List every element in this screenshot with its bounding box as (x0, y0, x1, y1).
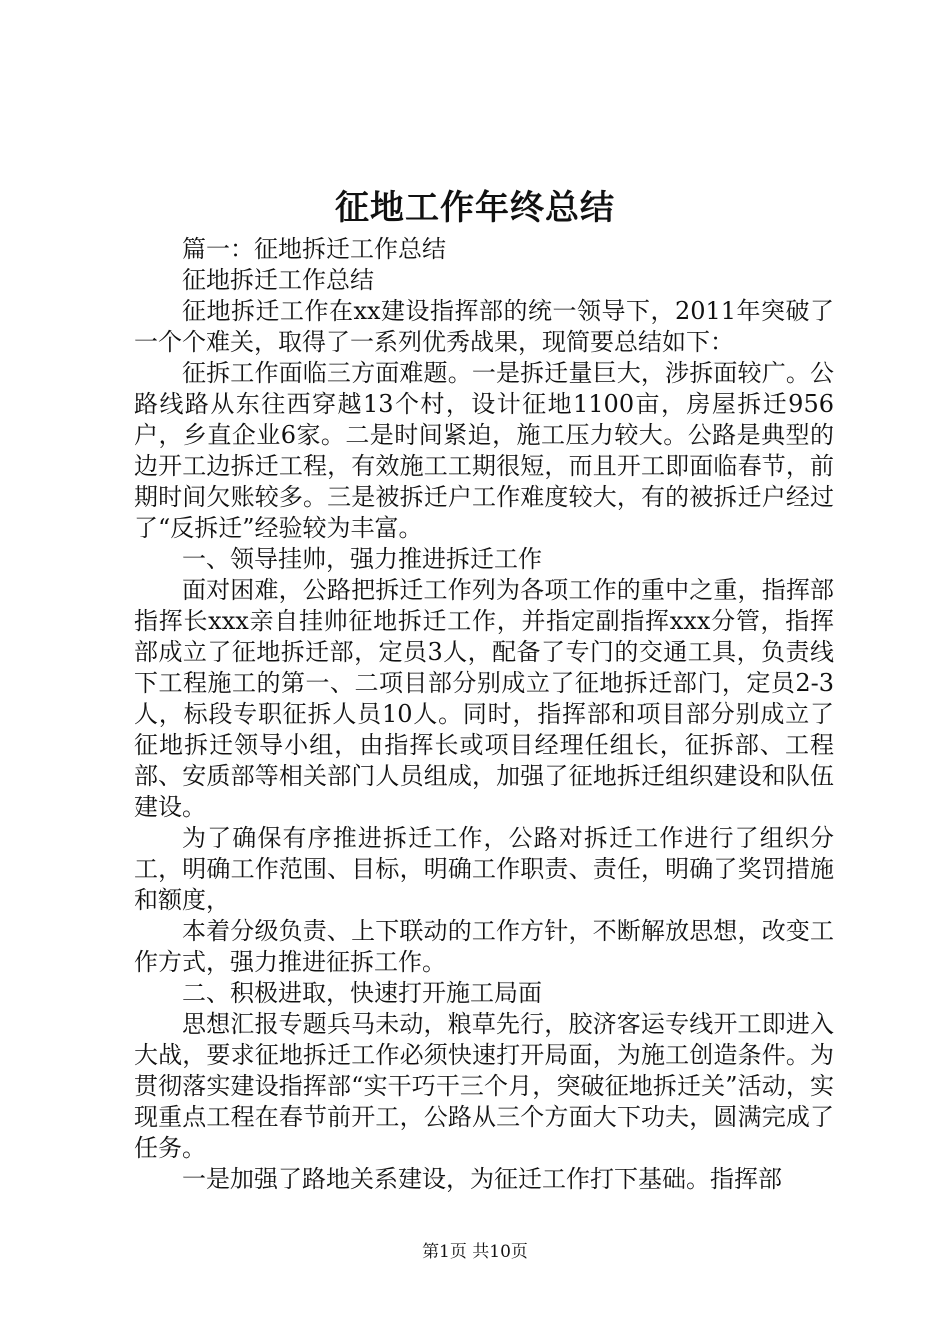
paragraph: 本着分级负责、上下联动的工作方针，不断解放思想，改变工作方式，强力推进征拆工作。 (134, 917, 834, 976)
paragraph: 篇一：征地拆迁工作总结 (182, 235, 446, 263)
section-heading: 二、积极进取，快速打开施工局面 (182, 979, 542, 1007)
paragraph: 为了确保有序推进拆迁工作，公路对拆迁工作进行了组织分工，明确工作范围、目标，明确工作职责、责任，明确了奖罚措施和额度， (134, 824, 834, 914)
document-title: 征地工作年终总结 (335, 188, 615, 228)
paragraph: 征地拆迁工作在xx建设指挥部的统一领导下，2011年突破了一个个难关，取得了一系列优秀战果，现简要总结如下： (134, 297, 834, 356)
paragraph: 征地拆迁工作总结 (182, 266, 374, 294)
page-footer: 第1页 共10页 (422, 1242, 528, 1262)
paragraph: 面对困难，公路把拆迁工作列为各项工作的重中之重，指挥部指挥长xxx亲自挂帅征地拆迁工作，并指定副指挥xxx分管，指挥部成立了征地拆迁部，定员3人，配备了专门的交通工具，负责线下工程施工的第一、二项目部分别成立了征地拆迁部门，定员2-3人，标段专职征拆人员10人。同时，指挥部和项目部分别成立了征地拆迁领导小组，由指挥长或项目经理任组长，征拆部、工程部、安质部等相关部门人员组成，加强了征地拆迁组织建设和队伍建设。 (134, 576, 834, 821)
paragraph: 征拆工作面临三方面难题。一是拆迁量巨大，涉拆面较广。公路线路从东往西穿越13个村，设计征地1100亩，房屋拆迁956户，乡直企业6家。二是时间紧迫，施工压力较大。公路是典型的边开工边拆迁工程，有效施工工期很短，而且开工即面临春节，前期时间欠账较多。三是被拆迁户工作难度较大，有的被拆迁户经过了“反拆迁”经验较为丰富。 (134, 359, 834, 542)
section-heading: 一、领导挂帅，强力推进拆迁工作 (182, 545, 542, 573)
paragraph: 思想汇报专题兵马未动，粮草先行，胶济客运专线开工即进入大战，要求征地拆迁工作必须快速打开局面，为施工创造条件。为贯彻落实建设指挥部“实干巧干三个月，突破征地拆迁关”活动，实现重点工程在春节前开工，公路从三个方面大下功夫，圆满完成了任务。 (134, 1010, 834, 1162)
paragraph: 一是加强了路地关系建设，为征迁工作打下基础。指挥部 (182, 1165, 782, 1193)
document-body (134, 234, 834, 1195)
